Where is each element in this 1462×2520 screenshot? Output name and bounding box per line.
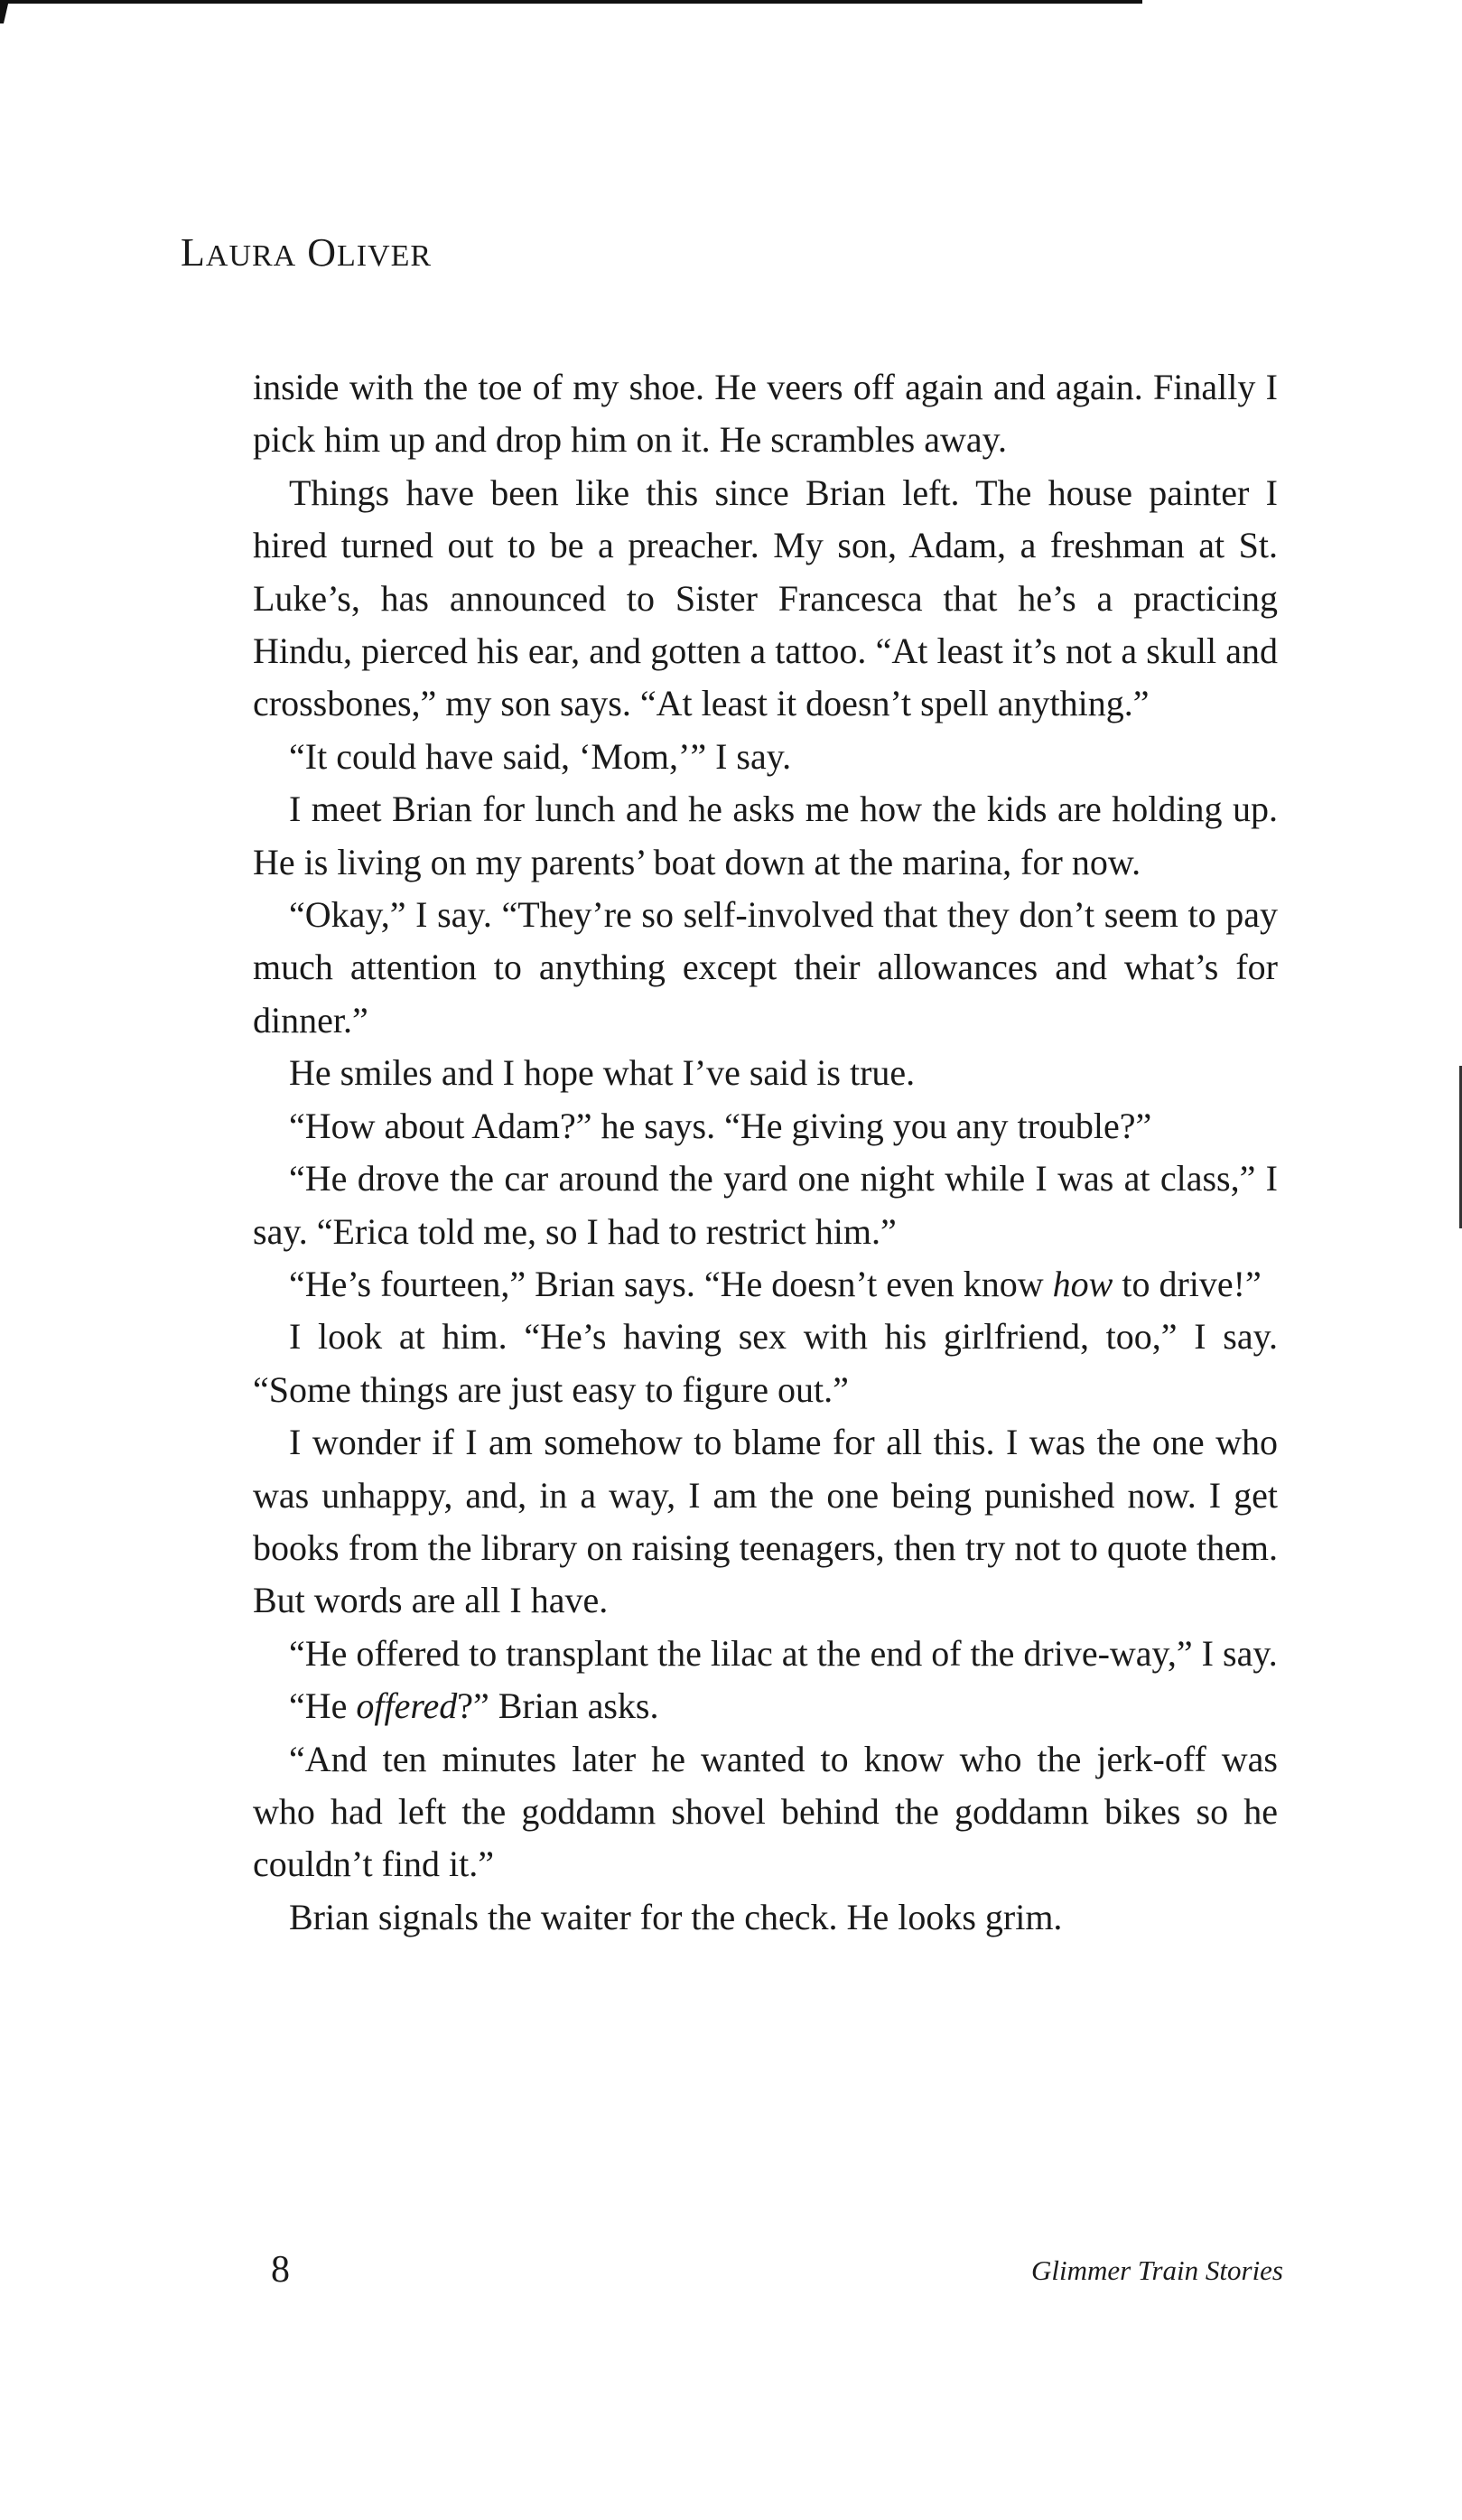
paragraph: “He drove the car around the yard one night while I was at class,” I say. “Erica told me, so I had to restrict him.” <box>253 1158 1278 1252</box>
emphasis: how <box>1052 1263 1113 1304</box>
paragraph-text: “He’s fourteen,” Brian says. “He doesn’t even know <box>289 1263 1053 1304</box>
running-head <box>181 230 433 275</box>
running-head-initial: L <box>181 230 206 275</box>
paragraph <box>253 1258 1278 1311</box>
paragraph-text: “He <box>289 1685 357 1727</box>
paragraph: “Okay,” I say. “They’re so self-involved that they don’t seem to pay much attention to anything except their allowances and what’s for dinner.” <box>253 894 1278 1041</box>
paragraph: I wonder if I am somehow to blame for all this. I was the one who was unhappy, and, in a way, I am the one being punished now. I get books from the library on raising teenagers, then try not to quote them. But words are all I have. <box>253 1422 1278 1621</box>
paragraph: inside with the toe of my shoe. He veers off again and again. Finally I pick him up and drop him on it. He scrambles away. <box>253 367 1278 461</box>
paragraph: “And ten minutes later he wanted to know who the jerk-off was who had left the goddamn shovel behind the goddamn bikes so he couldn’t find it.” <box>253 1738 1278 1885</box>
paragraph <box>253 1680 1278 1732</box>
running-head-smallcaps: AURA <box>205 239 297 273</box>
running-head-initial: O <box>307 230 338 275</box>
paragraph: Things have been like this since Brian left. The house painter I hired turned out to be a preacher. My son, Adam, a freshman at St. Luke’s, has announced to Sister Francesca that he’s a practicing Hindu, pierced his ear, and gotten a tattoo. “At least it’s not a skull and crossbones,” my son says. “At least it doesn’t spell anything.” <box>253 471 1278 724</box>
paragraph: I look at him. “He’s having sex with his girlfriend, too,” I say. “Some things are just easy to figure out.” <box>253 1316 1278 1410</box>
paragraph: Brian signals the waiter for the check. He looks grim. <box>289 1896 1063 1937</box>
paragraph: “How about Adam?” he says. “He giving you any trouble?” <box>289 1105 1152 1146</box>
page-number: 8 <box>271 2249 290 2291</box>
corner-mark <box>0 0 9 23</box>
paragraph-text: to drive!” <box>1113 1263 1262 1304</box>
journal-title: Glimmer Train Stories <box>1030 2254 1283 2286</box>
body-text <box>253 361 1278 1944</box>
paragraph: I meet Brian for lunch and he asks me how the kids are holding up. He is living on my parents’ boat down at the marina, for now. <box>253 789 1278 882</box>
top-rule <box>0 0 1142 4</box>
paragraph: “It could have said, ‘Mom,’” I say. <box>289 735 792 777</box>
paragraph: He smiles and I hope what I’ve said is true. <box>289 1052 916 1094</box>
running-head-smallcaps: LIVER <box>337 239 433 273</box>
paragraph: “He offered to transplant the lilac at the end of the drive-way,” I say. <box>289 1632 1278 1674</box>
paragraph-text: ?” Brian asks. <box>457 1685 659 1727</box>
emphasis: offered <box>356 1685 458 1727</box>
